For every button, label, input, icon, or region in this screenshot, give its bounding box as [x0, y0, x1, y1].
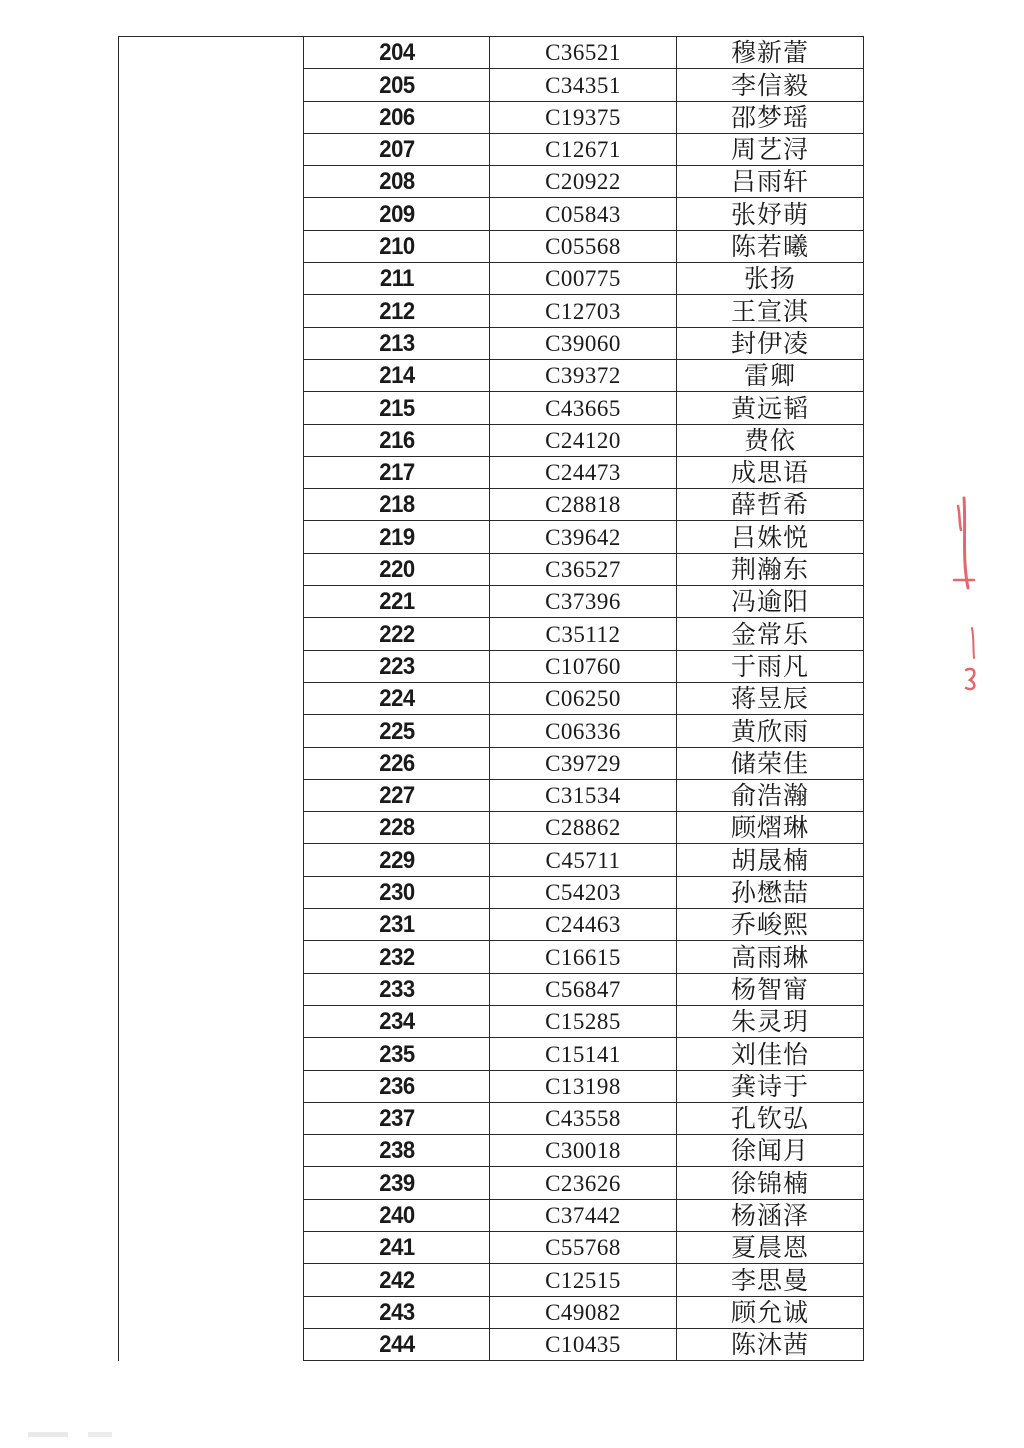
- id-code-cell: C13198: [490, 1070, 677, 1102]
- row-number-cell: 235: [311, 1038, 482, 1070]
- row-number-cell: 210: [311, 230, 482, 262]
- id-code-cell: C36521: [490, 37, 677, 69]
- name-cell: 顾熠琳: [677, 812, 864, 844]
- row-number-cell: 227: [311, 779, 482, 811]
- name-cell: 刘佳怡: [677, 1038, 864, 1070]
- row-number-cell: 232: [311, 941, 482, 973]
- row-number-cell: 229: [311, 844, 482, 876]
- name-cell: 荆瀚东: [677, 553, 864, 585]
- id-code-cell: C30018: [490, 1135, 677, 1167]
- row-number-cell: 214: [311, 359, 482, 391]
- name-cell: 薛哲希: [677, 489, 864, 521]
- id-code-cell: C10760: [490, 650, 677, 682]
- name-cell: 蒋昱辰: [677, 682, 864, 714]
- row-number-cell: 228: [311, 812, 482, 844]
- row-number-cell: 230: [311, 876, 482, 908]
- id-code-cell: C20922: [490, 166, 677, 198]
- row-number-cell: 233: [311, 973, 482, 1005]
- name-cell: 孙懋喆: [677, 876, 864, 908]
- name-cell: 李信毅: [677, 69, 864, 101]
- name-cell: 胡晟楠: [677, 844, 864, 876]
- name-cell: 龚诗于: [677, 1070, 864, 1102]
- id-code-cell: C06250: [490, 682, 677, 714]
- id-code-cell: C12703: [490, 295, 677, 327]
- row-number-cell: 218: [311, 489, 482, 521]
- row-number-cell: 221: [311, 586, 482, 618]
- name-cell: 邵梦瑶: [677, 101, 864, 133]
- row-number-cell: 212: [311, 295, 482, 327]
- row-number-cell: 242: [311, 1264, 482, 1296]
- id-code-cell: C24473: [490, 456, 677, 488]
- table-row: [119, 37, 864, 69]
- blank-column-cell: [119, 37, 304, 1361]
- id-code-cell: C43665: [490, 392, 677, 424]
- name-cell: 费依: [677, 424, 864, 456]
- id-code-cell: C39372: [490, 359, 677, 391]
- id-code-cell: C05843: [490, 198, 677, 230]
- row-number-cell: 207: [311, 133, 482, 165]
- id-code-cell: C15285: [490, 1005, 677, 1037]
- name-cell: 乔峻熙: [677, 909, 864, 941]
- id-code-cell: C36527: [490, 553, 677, 585]
- roster-table: [118, 36, 864, 1361]
- row-number-cell: 215: [311, 392, 482, 424]
- name-cell: 孔钦弘: [677, 1102, 864, 1134]
- name-cell: 金常乐: [677, 618, 864, 650]
- id-code-cell: C05568: [490, 230, 677, 262]
- name-cell: 陈若曦: [677, 230, 864, 262]
- id-code-cell: C10435: [490, 1328, 677, 1360]
- id-code-cell: C34351: [490, 69, 677, 101]
- name-cell: 黄远韬: [677, 392, 864, 424]
- name-cell: 于雨凡: [677, 650, 864, 682]
- name-cell: 陈沐茜: [677, 1328, 864, 1360]
- row-number-cell: 216: [311, 424, 482, 456]
- id-code-cell: C00775: [490, 263, 677, 295]
- id-code-cell: C39060: [490, 327, 677, 359]
- id-code-cell: C35112: [490, 618, 677, 650]
- row-number-cell: 231: [311, 909, 482, 941]
- name-cell: 吕雨轩: [677, 166, 864, 198]
- name-cell: 杨智甯: [677, 973, 864, 1005]
- id-code-cell: C24120: [490, 424, 677, 456]
- name-cell: 周艺浔: [677, 133, 864, 165]
- row-number-cell: 225: [311, 715, 482, 747]
- name-cell: 夏晨恩: [677, 1231, 864, 1263]
- row-number-cell: 237: [311, 1102, 482, 1134]
- id-code-cell: C28862: [490, 812, 677, 844]
- id-code-cell: C31534: [490, 779, 677, 811]
- id-code-cell: C37396: [490, 586, 677, 618]
- id-code-cell: C15141: [490, 1038, 677, 1070]
- id-code-cell: C56847: [490, 973, 677, 1005]
- row-number-cell: 211: [311, 263, 482, 295]
- row-number-cell: 236: [311, 1070, 482, 1102]
- row-number-cell: 222: [311, 618, 482, 650]
- id-code-cell: C06336: [490, 715, 677, 747]
- id-code-cell: C49082: [490, 1296, 677, 1328]
- row-number-cell: 205: [311, 69, 482, 101]
- id-code-cell: C55768: [490, 1231, 677, 1263]
- name-cell: 黄欣雨: [677, 715, 864, 747]
- row-number-cell: 220: [311, 553, 482, 585]
- row-number-cell: 234: [311, 1005, 482, 1037]
- name-cell: 张妤萌: [677, 198, 864, 230]
- id-code-cell: C12671: [490, 133, 677, 165]
- row-number-cell: 239: [311, 1167, 482, 1199]
- name-cell: 杨涵泽: [677, 1199, 864, 1231]
- id-code-cell: C16615: [490, 941, 677, 973]
- row-number-cell: 226: [311, 747, 482, 779]
- row-number-cell: 238: [311, 1135, 482, 1167]
- name-cell: 王宣淇: [677, 295, 864, 327]
- id-code-cell: C37442: [490, 1199, 677, 1231]
- row-number-cell: 213: [311, 327, 482, 359]
- id-code-cell: C23626: [490, 1167, 677, 1199]
- name-cell: 徐锦楠: [677, 1167, 864, 1199]
- id-code-cell: C28818: [490, 489, 677, 521]
- row-number-cell: 209: [311, 198, 482, 230]
- name-cell: 张扬: [677, 263, 864, 295]
- row-number-cell: 244: [311, 1328, 482, 1360]
- id-code-cell: C43558: [490, 1102, 677, 1134]
- name-cell: 顾允诚: [677, 1296, 864, 1328]
- row-number-cell: 241: [311, 1231, 482, 1263]
- row-number-cell: 206: [311, 101, 482, 133]
- id-code-cell: C24463: [490, 909, 677, 941]
- name-cell: 封伊凌: [677, 327, 864, 359]
- row-number-cell: 208: [311, 166, 482, 198]
- id-code-cell: C39729: [490, 747, 677, 779]
- row-number-cell: 204: [311, 37, 482, 69]
- row-number-cell: 224: [311, 682, 482, 714]
- row-number-cell: 217: [311, 456, 482, 488]
- name-cell: 朱灵玥: [677, 1005, 864, 1037]
- name-cell: 徐闻月: [677, 1135, 864, 1167]
- name-cell: 成思语: [677, 456, 864, 488]
- scan-smudge: [0, 1428, 130, 1442]
- name-cell: 冯逾阳: [677, 586, 864, 618]
- red-seal-fragment-icon: [944, 488, 984, 698]
- name-cell: 吕姝悦: [677, 521, 864, 553]
- row-number-cell: 219: [311, 521, 482, 553]
- roster-table-body: [119, 37, 864, 1361]
- id-code-cell: C39642: [490, 521, 677, 553]
- name-cell: 雷卿: [677, 359, 864, 391]
- row-number-cell: 240: [311, 1199, 482, 1231]
- id-code-cell: C45711: [490, 844, 677, 876]
- name-cell: 李思曼: [677, 1264, 864, 1296]
- id-code-cell: C12515: [490, 1264, 677, 1296]
- id-code-cell: C19375: [490, 101, 677, 133]
- id-code-cell: C54203: [490, 876, 677, 908]
- row-number-cell: 243: [311, 1296, 482, 1328]
- name-cell: 穆新蕾: [677, 37, 864, 69]
- name-cell: 高雨琳: [677, 941, 864, 973]
- name-cell: 储荣佳: [677, 747, 864, 779]
- row-number-cell: 223: [311, 650, 482, 682]
- name-cell: 俞浩瀚: [677, 779, 864, 811]
